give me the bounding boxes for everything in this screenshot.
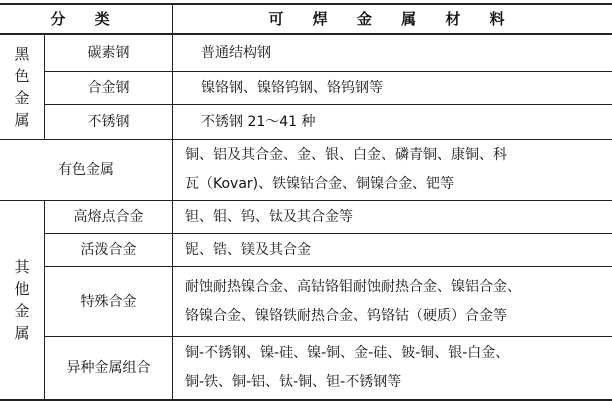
materials-special-alloy [185,267,610,336]
group-label-char: 属 [14,324,30,342]
materials-line: 耐蚀耐热镍合金、高钴铬钼耐蚀耐热合金、镍铝合金、 [185,278,521,295]
group-label-char: 黑 [14,45,30,63]
group-label-char: 金 [14,89,30,107]
materials-line: 铜-铁、铜-铝、钛-铜、钽-不锈钢等 [185,374,402,390]
subcategory-stainless-steel: 不锈钢 [87,114,130,130]
group-label-char: 其 [14,258,30,276]
materials-line: 铬镍合金、镍铬铁耐热合金、钨铬钴（硬质）合金等 [185,307,507,324]
header-materials: 可 焊 金 属 材 料 [268,10,517,28]
column-divider [172,4,173,400]
group-label-black-metal [0,35,44,139]
materials-alloy-steel: 镍铬钢、镍铬钨钢、铬钨钢等 [201,80,383,96]
materials-stainless-steel: 不锈钢 21～41 种 [201,114,316,130]
materials-line: 铜、铝及其合金、金、银、白金、磷青铜、康铜、科 [185,147,507,163]
group-label-char: 属 [14,111,30,129]
subcategory-dissimilar-metals: 异种金属组合 [66,360,151,376]
subcategory-refractory-alloy: 高熔点合金 [73,209,144,225]
subcategory-alloy-steel: 合金钢 [87,80,130,96]
group-label-char: 金 [14,302,30,320]
group-label-char: 他 [14,280,30,298]
group-label-nonferrous: 有色金属 [58,162,114,178]
group-label-char: 色 [14,67,30,85]
materials-dissimilar-metals [185,337,610,399]
materials-line: 瓦（Kovar)、铁镍钴合金、铜镍合金、钯等 [185,176,455,192]
subcategory-carbon-steel: 碳素钢 [87,45,130,61]
materials-carbon-steel: 普通结构钢 [201,45,271,61]
subcategory-special-alloy: 特殊合金 [80,293,137,310]
subcategory-active-alloy: 活泼合金 [80,242,137,258]
materials-nonferrous [185,140,610,200]
header-category: 分 类 [50,10,122,28]
materials-line: 铜-不锈钢、镍-硅、镍-铜、金-硅、铍-铜、银-白金、 [185,345,510,361]
table-border-bottom [0,399,612,401]
group-label-other-metal [0,201,44,399]
materials-active-alloy: 铌、锆、镁及其合金 [185,242,311,258]
materials-refractory-alloy: 钽、钼、钨、钛及其合金等 [185,209,353,225]
